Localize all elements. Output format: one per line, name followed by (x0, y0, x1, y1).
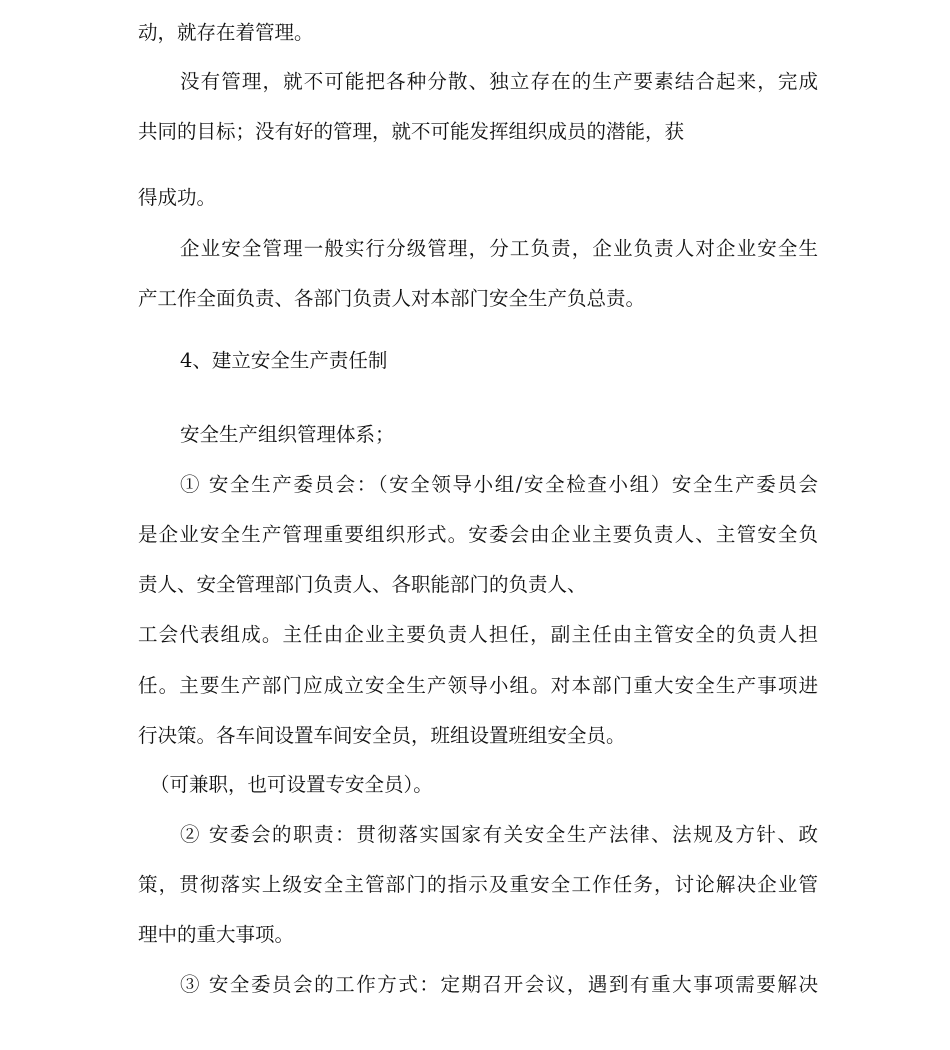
paragraph-first-line: 安全生产组织管理体系； (180, 423, 395, 446)
text-line: 行决策。各车间设置车间安全员，班组设置班组安全员。 (138, 724, 626, 747)
text-line: 责人、安全管理部门负责人、各职能部门的负责人、 (138, 573, 587, 596)
text-line: 产工作全面负责、各部门负责人对本部门安全生产负总责。 (138, 287, 646, 310)
text-line: 动，就存在着管理。 (138, 21, 314, 44)
list-item-1: ① 安全生产委员会：（安全领导小组/安全检查小组）安全生产委员会 (180, 473, 818, 496)
text-line: 共同的目标；没有好的管理，就不可能发挥组织成员的潜能，获 (138, 120, 685, 143)
paragraph-first-line: 没有管理，就不可能把各种分散、独立存在的生产要素结合起来，完成 (180, 70, 818, 93)
text-line: 得成功。 (138, 186, 217, 209)
text-line: 工会代表组成。主任由企业主要负责人担任，副主任由主管安全的负责人担 (138, 623, 818, 646)
list-item-2: ② 安委会的职责：贯彻落实国家有关安全生产法律、法规及方针、政 (180, 823, 818, 846)
text-line: 任。主要生产部门应成立安全生产领导小组。对本部门重大安全生产事项进 (138, 674, 818, 697)
text-line: （可兼职，也可设置专安全员）。 (150, 773, 433, 796)
text-line: 是企业安全生产管理重要组织形式。安委会由企业主要负责人、主管安全负 (138, 523, 818, 546)
paragraph-first-line: 企业安全管理一般实行分级管理，分工负责，企业负责人对企业安全生 (180, 237, 818, 260)
section-heading: 4、建立安全生产责任制 (180, 349, 388, 372)
text-line: 策，贯彻落实上级安全主管部门的指示及重安全工作任务，讨论解决企业管 (138, 873, 818, 896)
list-item-3: ③ 安全委员会的工作方式：定期召开会议，遇到有重大事项需要解决 (180, 973, 818, 996)
text-line: 理中的重大事项。 (138, 923, 295, 946)
